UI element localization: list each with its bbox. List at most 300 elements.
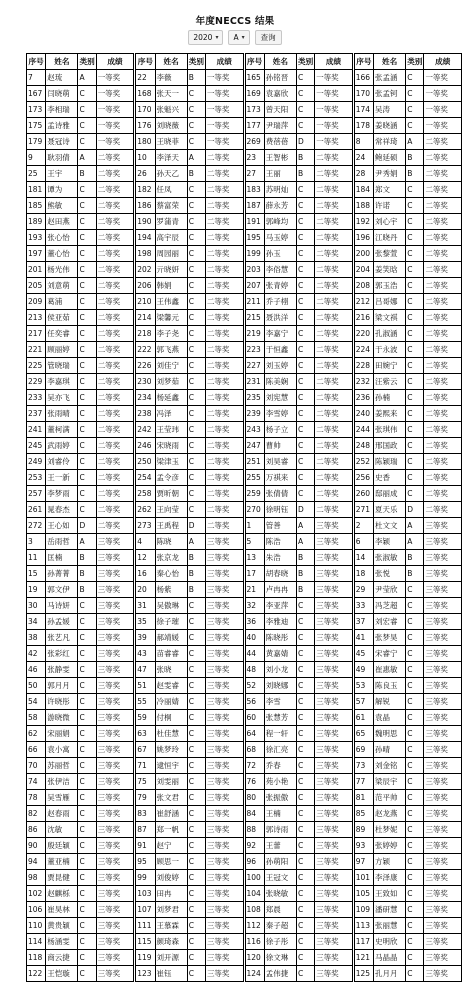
- student-name: 程一轩: [264, 726, 296, 742]
- table-row: [245, 166, 352, 182]
- table-row: [27, 950, 134, 966]
- student-name: 潘研慧: [374, 902, 406, 918]
- category: C: [296, 678, 314, 694]
- student-name: 薛永芳: [264, 198, 296, 214]
- category: C: [296, 358, 314, 374]
- award: 三等奖: [205, 966, 243, 982]
- table-row: [27, 806, 134, 822]
- row-number: 244: [354, 422, 373, 438]
- row-number: 201: [27, 262, 46, 278]
- row-number: 78: [27, 790, 46, 806]
- filter-controls: [0, 30, 470, 44]
- category: C: [406, 806, 424, 822]
- query-button[interactable]: 查询: [255, 30, 282, 45]
- student-name: 李泽天: [155, 150, 187, 166]
- award: 二等奖: [424, 294, 462, 310]
- row-number: 14: [354, 550, 373, 566]
- category: C: [78, 310, 96, 326]
- category: C: [187, 86, 205, 102]
- table-row: [245, 902, 352, 918]
- category: B: [78, 582, 96, 598]
- category: C: [296, 950, 314, 966]
- award: 二等奖: [96, 214, 134, 230]
- table-row: [245, 518, 352, 534]
- award: 二等奖: [96, 294, 134, 310]
- row-number: 19: [27, 582, 46, 598]
- row-number: 43: [136, 646, 155, 662]
- award: 三等奖: [424, 598, 462, 614]
- award: 二等奖: [315, 374, 353, 390]
- category: C: [78, 598, 96, 614]
- student-name: 郭诗雨: [264, 822, 296, 838]
- award: 三等奖: [205, 726, 243, 742]
- category: C: [187, 262, 205, 278]
- student-name: 张艺凡: [46, 630, 78, 646]
- category: C: [187, 182, 205, 198]
- row-number: 117: [354, 934, 373, 950]
- award: 三等奖: [96, 534, 134, 550]
- student-name: 田冉: [155, 886, 187, 902]
- table-row: [136, 534, 243, 550]
- table-row: [245, 646, 352, 662]
- column-header: 姓名: [374, 54, 406, 70]
- award: 二等奖: [205, 358, 243, 374]
- student-name: 朱浩: [264, 550, 296, 566]
- table-row: [245, 198, 352, 214]
- category: C: [296, 406, 314, 422]
- category: C: [78, 374, 96, 390]
- award: 二等奖: [96, 342, 134, 358]
- student-name: 冯泽: [155, 406, 187, 422]
- student-name: 宋睿宁: [374, 646, 406, 662]
- row-number: 111: [136, 918, 155, 934]
- row-number: 238: [136, 406, 155, 422]
- award: 二等奖: [205, 438, 243, 454]
- table-row: [245, 838, 352, 854]
- student-name: 苏明灿: [264, 182, 296, 198]
- student-name: 李嘉琪: [46, 374, 78, 390]
- table-row: [136, 102, 243, 118]
- row-number: 206: [136, 278, 155, 294]
- category: C: [187, 598, 205, 614]
- year-select[interactable]: [188, 30, 223, 45]
- table-row: [136, 598, 243, 614]
- table-row: [354, 550, 461, 566]
- student-name: 郭月月: [46, 678, 78, 694]
- row-number: 197: [27, 246, 46, 262]
- table-row: [136, 214, 243, 230]
- student-name: 孙玉: [264, 246, 296, 262]
- table-row: [136, 438, 243, 454]
- table-row: [354, 294, 461, 310]
- category: C: [406, 886, 424, 902]
- row-number: 115: [136, 934, 155, 950]
- student-name: 王智彬: [264, 150, 296, 166]
- award: 三等奖: [96, 662, 134, 678]
- category: C: [78, 646, 96, 662]
- table-row: [27, 406, 134, 422]
- category: C: [187, 438, 205, 454]
- table-row: [354, 86, 461, 102]
- table-row: [245, 390, 352, 406]
- award: 一等奖: [424, 118, 462, 134]
- row-number: 204: [354, 262, 373, 278]
- table-row: [27, 582, 134, 598]
- student-name: 王伟鑫: [155, 294, 187, 310]
- table-row: [354, 694, 461, 710]
- table-row: [27, 774, 134, 790]
- category: C: [78, 630, 96, 646]
- row-number: 97: [354, 854, 373, 870]
- category: B: [187, 550, 205, 566]
- category: C: [187, 710, 205, 726]
- student-name: 任奕睿: [46, 326, 78, 342]
- category: C: [78, 886, 96, 902]
- category: C: [187, 358, 205, 374]
- table-row: [27, 486, 134, 502]
- row-number: 21: [245, 582, 264, 598]
- category: C: [78, 726, 96, 742]
- column-header: 姓名: [46, 54, 78, 70]
- award: 二等奖: [315, 214, 353, 230]
- category: C: [78, 774, 96, 790]
- award: 一等奖: [96, 118, 134, 134]
- category: C: [187, 470, 205, 486]
- results-table: [354, 53, 462, 982]
- category: C: [296, 278, 314, 294]
- table-row: [354, 934, 461, 950]
- student-name: 游晓微: [46, 710, 78, 726]
- row-number: 173: [27, 102, 46, 118]
- award: 二等奖: [205, 294, 243, 310]
- category: C: [296, 118, 314, 134]
- category: C: [406, 358, 424, 374]
- award: 二等奖: [315, 246, 353, 262]
- student-name: 梁馨元: [155, 310, 187, 326]
- table-row: [354, 374, 461, 390]
- award: 二等奖: [424, 310, 462, 326]
- category: C: [187, 758, 205, 774]
- row-number: 250: [136, 454, 155, 470]
- table-row: [245, 630, 352, 646]
- category: C: [296, 758, 314, 774]
- student-name: 魏明思: [374, 726, 406, 742]
- row-number: 72: [245, 758, 264, 774]
- award: 二等奖: [205, 278, 243, 294]
- category: C: [78, 950, 96, 966]
- row-number: 165: [245, 70, 264, 86]
- row-number: 255: [245, 470, 264, 486]
- table-row: [354, 278, 461, 294]
- table-header-row: [354, 54, 461, 70]
- row-number: 256: [354, 470, 373, 486]
- award: 三等奖: [96, 806, 134, 822]
- row-number: 170: [136, 102, 155, 118]
- student-name: 陈晓彤: [264, 630, 296, 646]
- column-header: 类别: [187, 54, 205, 70]
- row-number: 259: [245, 486, 264, 502]
- table-row: [245, 662, 352, 678]
- award: 二等奖: [315, 358, 353, 374]
- row-number: 249: [27, 454, 46, 470]
- award: 三等奖: [205, 742, 243, 758]
- category: C: [406, 726, 424, 742]
- table-row: [27, 150, 134, 166]
- table-row: [136, 262, 243, 278]
- row-number: 219: [245, 326, 264, 342]
- student-name: 吴涛: [374, 102, 406, 118]
- student-name: 宋丽娟: [46, 726, 78, 742]
- award: 三等奖: [424, 742, 462, 758]
- category: D: [187, 518, 205, 534]
- award: 三等奖: [424, 534, 462, 550]
- award: 二等奖: [315, 262, 353, 278]
- row-number: 26: [136, 166, 155, 182]
- column-header: 类别: [296, 54, 314, 70]
- table-row: [354, 342, 461, 358]
- student-name: 李雪: [264, 694, 296, 710]
- student-name: 胡春晓: [264, 566, 296, 582]
- award: 三等奖: [315, 934, 353, 950]
- row-number: 211: [245, 294, 264, 310]
- category: C: [406, 582, 424, 598]
- row-number: 18: [354, 566, 373, 582]
- category: C: [78, 246, 96, 262]
- row-number: 57: [354, 694, 373, 710]
- award: 二等奖: [424, 182, 462, 198]
- award: 三等奖: [315, 534, 353, 550]
- category: C: [296, 230, 314, 246]
- results-table: [26, 53, 134, 982]
- award: 二等奖: [315, 438, 353, 454]
- row-number: 193: [27, 230, 46, 246]
- award: 三等奖: [315, 694, 353, 710]
- table-row: [245, 326, 352, 342]
- award: 二等奖: [315, 502, 353, 518]
- award: 三等奖: [315, 918, 353, 934]
- award: 二等奖: [205, 518, 243, 534]
- row-number: 208: [354, 278, 373, 294]
- table-row: [136, 742, 243, 758]
- row-number: 4: [136, 534, 155, 550]
- row-number: 67: [136, 742, 155, 758]
- table-row: [136, 246, 243, 262]
- award: 三等奖: [315, 838, 353, 854]
- category: A: [296, 518, 314, 534]
- table-row: [245, 598, 352, 614]
- row-number: 233: [27, 390, 46, 406]
- row-number: 190: [136, 214, 155, 230]
- student-name: 孔淑涵: [374, 326, 406, 342]
- category: C: [406, 646, 424, 662]
- award: 三等奖: [205, 918, 243, 934]
- award: 二等奖: [424, 342, 462, 358]
- category: C: [78, 742, 96, 758]
- row-number: 38: [27, 630, 46, 646]
- student-name: 李薇: [155, 70, 187, 86]
- row-number: 109: [354, 902, 373, 918]
- table-row: [136, 86, 243, 102]
- student-name: 罗蒲青: [155, 214, 187, 230]
- student-name: 孙天乙: [155, 166, 187, 182]
- award: 三等奖: [424, 710, 462, 726]
- student-name: 颜琦森: [155, 934, 187, 950]
- category: C: [187, 406, 205, 422]
- award: 二等奖: [424, 166, 462, 182]
- award: 一等奖: [205, 118, 243, 134]
- student-name: 高宇辰: [155, 230, 187, 246]
- row-number: 89: [354, 822, 373, 838]
- student-name: 孙楠: [374, 390, 406, 406]
- student-name: 张孟钶: [374, 86, 406, 102]
- award: 三等奖: [424, 694, 462, 710]
- award: 三等奖: [424, 614, 462, 630]
- award: 三等奖: [424, 822, 462, 838]
- award: 三等奖: [315, 854, 353, 870]
- row-number: 54: [27, 694, 46, 710]
- student-name: 方颖: [374, 854, 406, 870]
- row-number: 239: [245, 406, 264, 422]
- row-number: 166: [354, 70, 373, 86]
- student-name: 聂洪洋: [264, 310, 296, 326]
- page-title: 年度NECCS 结果: [195, 16, 275, 27]
- row-number: 68: [245, 742, 264, 758]
- category: C: [296, 214, 314, 230]
- student-name: 殷廷颖: [46, 838, 78, 854]
- student-name: 顾思一: [155, 854, 187, 870]
- table-row: [245, 550, 352, 566]
- table-row: [27, 870, 134, 886]
- table-row: [27, 454, 134, 470]
- category: A: [406, 134, 424, 150]
- student-name: 谭为: [46, 182, 78, 198]
- table-row: [27, 518, 134, 534]
- table-row: [27, 694, 134, 710]
- table-row: [136, 886, 243, 902]
- table-row: [136, 614, 243, 630]
- award: 三等奖: [424, 518, 462, 534]
- award: 二等奖: [96, 422, 134, 438]
- student-name: 吴雪雁: [46, 790, 78, 806]
- award: 三等奖: [315, 886, 353, 902]
- category: C: [296, 886, 314, 902]
- row-number: 270: [245, 502, 264, 518]
- row-number: 248: [354, 438, 373, 454]
- category: C: [406, 838, 424, 854]
- row-number: 185: [27, 198, 46, 214]
- table-row: [136, 934, 243, 950]
- category: B: [296, 166, 314, 182]
- table-row: [354, 918, 461, 934]
- row-number: 203: [245, 262, 264, 278]
- table-row: [354, 182, 461, 198]
- award: 二等奖: [205, 246, 243, 262]
- student-name: 崔昊林: [46, 902, 78, 918]
- student-name: 刘意萌: [46, 278, 78, 294]
- category: C: [296, 918, 314, 934]
- table-row: [136, 710, 243, 726]
- award: 三等奖: [96, 966, 134, 982]
- award: 三等奖: [205, 774, 243, 790]
- category: C: [406, 470, 424, 486]
- category: C: [78, 486, 96, 502]
- category: C: [78, 294, 96, 310]
- category: C: [296, 870, 314, 886]
- category: C: [78, 662, 96, 678]
- student-name: 许诺: [374, 198, 406, 214]
- column-header: 序号: [245, 54, 264, 70]
- category: D: [296, 134, 314, 150]
- row-number: 258: [136, 486, 155, 502]
- table-row: [27, 342, 134, 358]
- row-number: 104: [245, 886, 264, 902]
- column-header: 序号: [136, 54, 155, 70]
- category: C: [296, 486, 314, 502]
- row-number: 236: [354, 390, 373, 406]
- category-select[interactable]: [228, 30, 249, 45]
- award: 三等奖: [205, 646, 243, 662]
- row-number: 87: [136, 822, 155, 838]
- row-number: 192: [354, 214, 373, 230]
- row-number: 83: [136, 806, 155, 822]
- row-number: 58: [27, 710, 46, 726]
- row-number: 36: [245, 614, 264, 630]
- row-number: 116: [245, 934, 264, 950]
- row-number: 81: [354, 790, 373, 806]
- row-number: 221: [27, 342, 46, 358]
- row-number: 231: [245, 374, 264, 390]
- table-row: [245, 582, 352, 598]
- category: B: [78, 566, 96, 582]
- student-name: 于永波: [374, 342, 406, 358]
- table-row: [245, 726, 352, 742]
- category: C: [406, 758, 424, 774]
- student-name: 尹秀娟: [374, 166, 406, 182]
- table-row: [354, 118, 461, 134]
- row-number: 17: [245, 566, 264, 582]
- award: 三等奖: [205, 838, 243, 854]
- row-number: 234: [136, 390, 155, 406]
- row-number: 47: [136, 662, 155, 678]
- student-name: 邢国政: [374, 438, 406, 454]
- row-number: 71: [136, 758, 155, 774]
- row-number: 6: [354, 534, 373, 550]
- table-row: [136, 310, 243, 326]
- row-number: 34: [27, 614, 46, 630]
- award: 二等奖: [315, 486, 353, 502]
- category: C: [187, 870, 205, 886]
- table-row: [354, 502, 461, 518]
- category: B: [187, 70, 205, 86]
- award: 二等奖: [96, 454, 134, 470]
- student-name: 费蓓蓓: [264, 134, 296, 150]
- row-number: 45: [354, 646, 373, 662]
- category: C: [296, 198, 314, 214]
- student-name: 马诗妍: [46, 598, 78, 614]
- award: 一等奖: [424, 86, 462, 102]
- row-number: 229: [27, 374, 46, 390]
- row-number: 64: [245, 726, 264, 742]
- student-name: 蔡富荣: [155, 198, 187, 214]
- student-name: 袁嘉欣: [264, 86, 296, 102]
- row-number: 59: [136, 710, 155, 726]
- student-name: 陈晓: [155, 534, 187, 550]
- table-row: [245, 614, 352, 630]
- row-number: 65: [354, 726, 373, 742]
- student-name: 付桐: [155, 710, 187, 726]
- category: C: [296, 774, 314, 790]
- table-row: [136, 294, 243, 310]
